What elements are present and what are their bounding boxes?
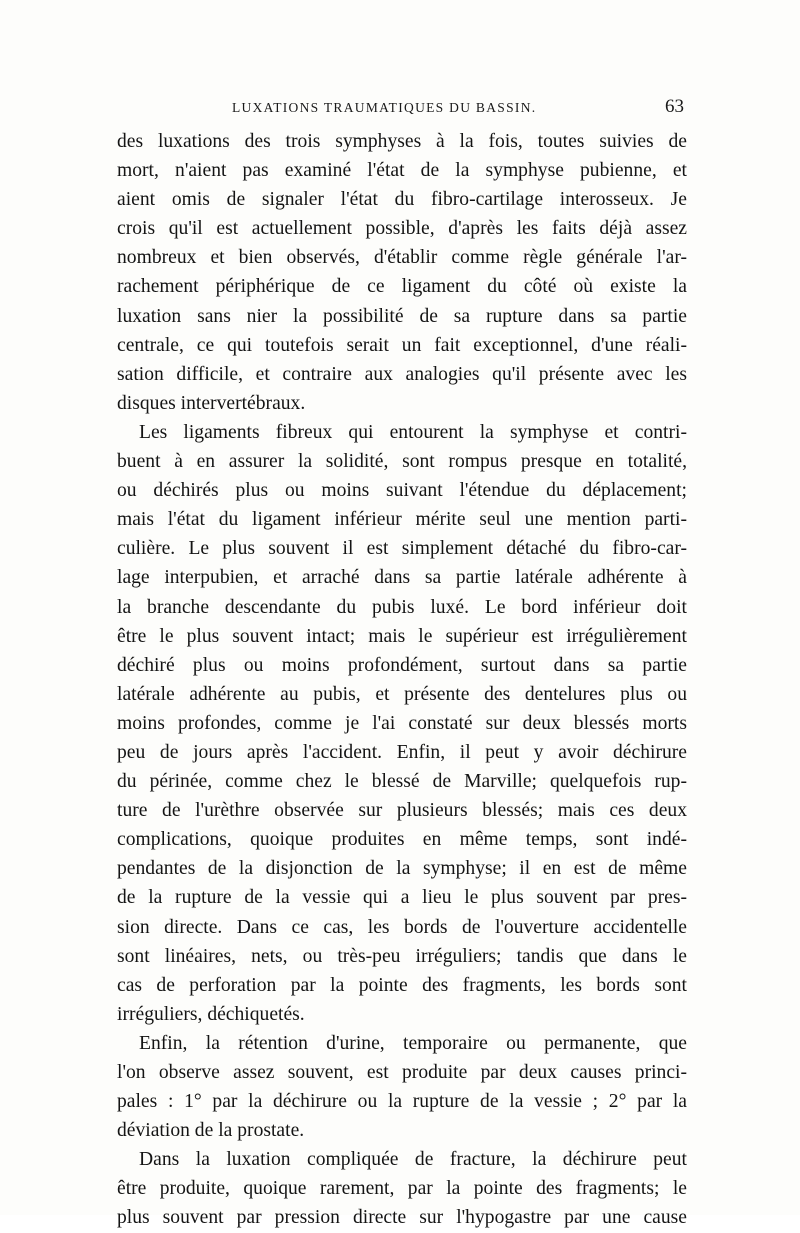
body-text [117,127,687,1233]
paragraph [117,127,687,418]
page-number: 63 [665,96,684,117]
running-head: LUXATIONS TRAUMATIQUES DU BASSIN. [232,100,537,115]
text-line: de la rupture de la vessie qui a lieu le plus souvent par pres- [117,887,687,909]
text-line: moins profondes, comme je l'ai constaté sur deux blessés morts [117,712,687,734]
text-line: lage interpubien, et arraché dans sa partie latérale adhérente à [117,567,687,589]
text-line: mais l'état du ligament inférieur mérite seul une mention parti- [117,509,687,531]
text-line: centrale, ce qui toutefois serait un fait exceptionnel, d'une réali- [117,334,687,356]
text-line: du périnée, comme chez le blessé de Marville; quelquefois rup- [117,771,687,793]
text-line: déchiré plus ou moins profondément, surtout dans sa partie [117,654,687,676]
text-line: cas de perforation par la pointe des fragments, les bords sont [117,974,687,996]
text-line: latérale adhérente au pubis, et présente des dentelures plus ou [117,683,687,705]
text-line: Les ligaments fibreux qui entourent la symphyse et contri- [139,421,687,443]
text-line: rachement périphérique de ce ligament du côté où existe la [117,276,687,298]
text-line: mort, n'aient pas examiné l'état de la symphyse pubienne, et [117,160,687,182]
text-line: ou déchirés plus ou moins suivant l'étendue du déplacement; [117,480,687,502]
text-line: Dans la luxation compliquée de fracture, la déchirure peut [139,1149,687,1171]
text-line: sation difficile, et contraire aux analogies qu'il présente avec les [117,363,687,385]
text-line: culière. Le plus souvent il est simplement détaché du fibro-car- [117,538,687,560]
text-line: complications, quoique produites en même temps, sont indé- [117,829,687,851]
text-line: aient omis de signaler l'état du fibro-cartilage interosseux. Je [117,189,687,211]
page-header [232,96,684,120]
text-line: luxation sans nier la possibilité de sa rupture dans sa partie [117,305,687,327]
text-line: déviation de la prostate. [117,1120,305,1142]
text-line: peu de jours après l'accident. Enfin, il peut y avoir déchirure [117,741,687,763]
text-line: plus souvent par pression directe sur l'hypogastre par une cause [117,1207,687,1229]
paragraph [117,418,687,1029]
text-line: la branche descendante du pubis luxé. Le bord inférieur doit [117,596,687,618]
text-line: irréguliers, déchiquetés. [117,1003,305,1025]
text-line: buent à en assurer la solidité, sont rompus presque en totalité, [117,451,687,473]
text-line: Enfin, la rétention d'urine, temporaire ou permanente, que [139,1032,687,1054]
text-line: disques intervertébraux. [117,392,306,414]
text-line: sion directe. Dans ce cas, les bords de l'ouverture accidentelle [117,916,687,938]
text-line: nombreux et bien observés, d'établir comme règle générale l'ar- [117,247,687,269]
text-line: crois qu'il est actuellement possible, d'après les faits déjà assez [117,218,687,240]
text-line: pales : 1° par la déchirure ou la rupture de la vessie ; 2° par la [117,1091,687,1113]
text-line: ture de l'urèthre observée sur plusieurs blessés; mais ces deux [117,800,687,822]
text-line: être le plus souvent intact; mais le supérieur est irrégulièrement [117,625,687,647]
paragraph [117,1029,687,1145]
paragraph [117,1145,687,1232]
text-line: l'on observe assez souvent, est produite par deux causes princi- [117,1062,687,1083]
text-line: être produite, quoique rarement, par la pointe des fragments; le [117,1178,687,1200]
text-line: sont linéaires, nets, ou très-peu irréguliers; tandis que dans le [117,945,687,967]
text-line: des luxations des trois symphyses à la fois, toutes suivies de [117,131,687,152]
text-line: pendantes de la disjonction de la symphyse; il en est de même [117,858,687,880]
